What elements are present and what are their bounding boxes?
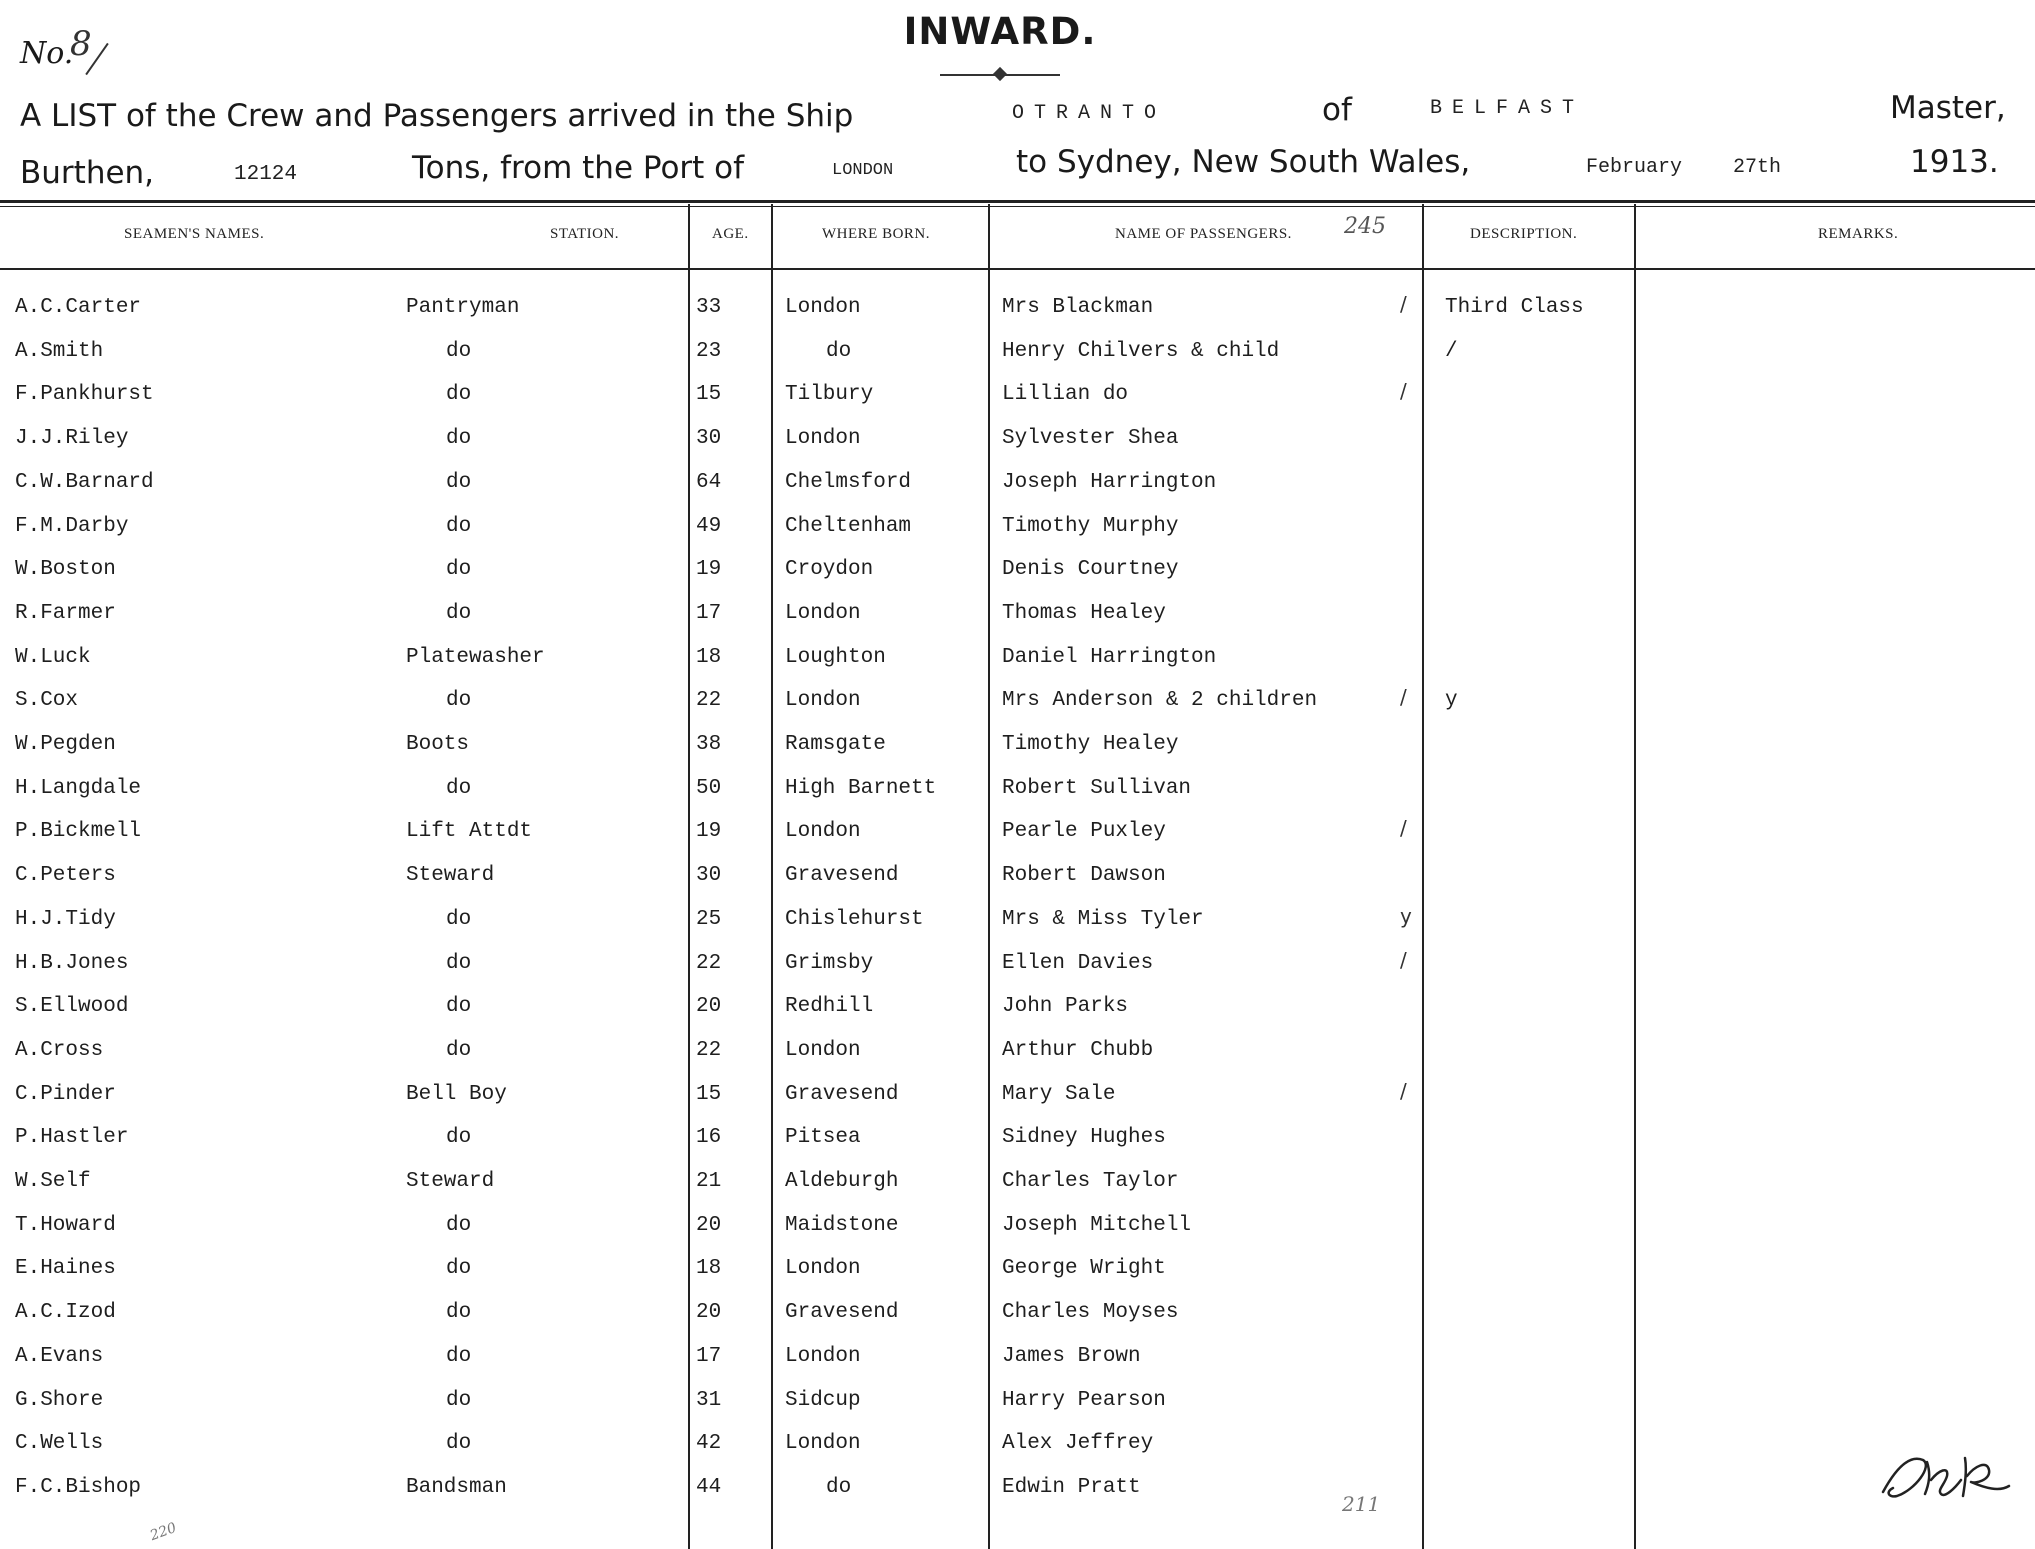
page-title: INWARD.	[903, 10, 1097, 53]
station: do	[446, 1214, 472, 1237]
page-stamp: 211	[1342, 1492, 1381, 1516]
passenger-name: Charles Moyses	[1002, 1301, 1179, 1324]
table-row	[0, 1214, 2035, 1250]
passenger-name: Harry Pearson	[1002, 1389, 1166, 1412]
table-row	[0, 777, 2035, 813]
title-divider-ornament	[993, 67, 1007, 81]
age: 20	[696, 1301, 722, 1324]
check-mark: /	[1400, 816, 1407, 840]
seaman-name: P.Bickmell	[15, 820, 142, 843]
station: do	[446, 777, 472, 800]
table-row	[0, 685, 2035, 725]
seaman-name: C.W.Barnard	[15, 471, 154, 494]
seaman-name: F.M.Darby	[15, 515, 129, 538]
list-number: 8	[70, 24, 92, 64]
check-mark: /	[1400, 292, 1407, 316]
seaman-name: F.C.Bishop	[15, 1476, 142, 1499]
passenger-name: Ellen Davies	[1002, 952, 1154, 975]
age: 20	[696, 1214, 722, 1237]
where-born: Cheltenham	[785, 515, 912, 538]
age: 30	[696, 864, 722, 887]
station: do	[446, 952, 472, 975]
where-born: Loughton	[785, 646, 886, 669]
check-mark: y	[1400, 904, 1412, 928]
table-row	[0, 864, 2035, 900]
date-day: 27th	[1733, 156, 1782, 179]
seaman-name: S.Cox	[15, 689, 79, 712]
table-row	[0, 948, 2035, 988]
seaman-name: W.Self	[15, 1170, 91, 1193]
age: 17	[696, 602, 722, 625]
station: do	[446, 558, 472, 581]
table-row	[0, 340, 2035, 376]
where-born: Gravesend	[785, 864, 899, 887]
passenger-name: Joseph Mitchell	[1002, 1214, 1192, 1237]
table-row	[0, 646, 2035, 682]
where-born: Chelmsford	[785, 471, 912, 494]
age: 30	[696, 427, 722, 450]
where-born: Gravesend	[785, 1083, 899, 1106]
age: 50	[696, 777, 722, 800]
passenger-name: George Wright	[1002, 1257, 1166, 1280]
check-mark: /	[1400, 685, 1407, 709]
age: 33	[696, 296, 722, 319]
description: /	[1445, 340, 1458, 363]
seaman-name: A.Evans	[15, 1345, 104, 1368]
age: 17	[696, 1345, 722, 1368]
header-line-one: A LIST of the Crew and Passengers arrived in the Ship	[20, 98, 854, 134]
passenger-name: Joseph Harrington	[1002, 471, 1217, 494]
where-born: Grimsby	[785, 952, 874, 975]
signature	[1875, 1440, 2015, 1510]
table-row	[0, 471, 2035, 507]
where-born: Maidstone	[785, 1214, 899, 1237]
seaman-name: S.Ellwood	[15, 995, 129, 1018]
seaman-name: C.Peters	[15, 864, 116, 887]
station: Pantryman	[406, 296, 520, 319]
where-born: High Barnett	[785, 777, 937, 800]
seaman-name: C.Pinder	[15, 1083, 116, 1106]
where-born: do	[826, 340, 852, 363]
where-born: Aldeburgh	[785, 1170, 899, 1193]
station: do	[446, 383, 472, 406]
port-from: LONDON	[832, 161, 894, 180]
where-born: London	[785, 820, 861, 843]
station: do	[446, 1126, 472, 1149]
ship-name: OTRANTO	[1012, 102, 1167, 125]
where-born: Sidcup	[785, 1389, 861, 1412]
age: 20	[696, 995, 722, 1018]
table-row	[0, 427, 2035, 463]
where-born: London	[785, 1432, 861, 1455]
passenger-name: Mrs Anderson & 2 children	[1002, 689, 1318, 712]
station: Steward	[406, 864, 495, 887]
station: do	[446, 1432, 472, 1455]
table-row	[0, 1079, 2035, 1119]
seaman-name: W.Pegden	[15, 733, 116, 756]
date-month: February	[1586, 156, 1683, 179]
age: 38	[696, 733, 722, 756]
passenger-name: Sidney Hughes	[1002, 1126, 1166, 1149]
station: Bell Boy	[406, 1083, 507, 1106]
where-born: London	[785, 689, 861, 712]
column-header-description: DESCRIPTION.	[1470, 226, 1578, 242]
seaman-name: T.Howard	[15, 1214, 116, 1237]
passenger-name: Thomas Healey	[1002, 602, 1166, 625]
passenger-name: Lillian do	[1002, 383, 1129, 406]
seaman-name: C.Wells	[15, 1432, 104, 1455]
station: Boots	[406, 733, 470, 756]
age: 22	[696, 1039, 722, 1062]
table-top-rule-thin	[0, 206, 2035, 207]
where-born: Gravesend	[785, 1301, 899, 1324]
column-header-where-born: WHERE BORN.	[822, 226, 930, 242]
where-born: Tilbury	[785, 383, 874, 406]
table-row	[0, 904, 2035, 944]
station: do	[446, 689, 472, 712]
station: do	[446, 995, 472, 1018]
seaman-name: F.Pankhurst	[15, 383, 154, 406]
age: 44	[696, 1476, 722, 1499]
passenger-name: Robert Dawson	[1002, 864, 1166, 887]
table-row	[0, 292, 2035, 332]
station: do	[446, 1039, 472, 1062]
year: 1913.	[1910, 144, 1999, 180]
seaman-name: H.J.Tidy	[15, 908, 116, 931]
station: do	[446, 515, 472, 538]
where-born: London	[785, 1039, 861, 1062]
seaman-name: W.Luck	[15, 646, 91, 669]
table-row	[0, 1432, 2035, 1468]
table-row	[0, 558, 2035, 594]
where-born: Pitsea	[785, 1126, 861, 1149]
column-header-remarks: REMARKS.	[1818, 226, 1899, 242]
passenger-name: Robert Sullivan	[1002, 777, 1192, 800]
where-born: London	[785, 1345, 861, 1368]
passenger-name: Henry Chilvers & child	[1002, 340, 1280, 363]
age: 23	[696, 340, 722, 363]
table-row	[0, 1170, 2035, 1206]
passenger-name: Denis Courtney	[1002, 558, 1179, 581]
description: y	[1445, 689, 1458, 712]
age: 22	[696, 952, 722, 975]
seaman-name: P.Hastler	[15, 1126, 129, 1149]
station: Platewasher	[406, 646, 545, 669]
table-row	[0, 816, 2035, 856]
passenger-name: James Brown	[1002, 1345, 1141, 1368]
passenger-name: Charles Taylor	[1002, 1170, 1179, 1193]
corner-stamp: 220	[148, 1519, 179, 1545]
check-mark: /	[1400, 948, 1407, 972]
station: do	[446, 471, 472, 494]
age: 42	[696, 1432, 722, 1455]
seaman-name: R.Farmer	[15, 602, 116, 625]
passenger-name: Mrs & Miss Tyler	[1002, 908, 1204, 931]
passenger-name: Pearle Puxley	[1002, 820, 1166, 843]
list-number-label: No.	[20, 36, 74, 71]
check-mark: /	[1400, 379, 1407, 403]
age: 64	[696, 471, 722, 494]
tons-text: Tons, from the Port of	[412, 150, 745, 186]
where-born: London	[785, 1257, 861, 1280]
passenger-name: Mary Sale	[1002, 1083, 1116, 1106]
age: 19	[696, 558, 722, 581]
of-label: of	[1322, 92, 1352, 128]
table-row	[0, 995, 2035, 1031]
port-of-registry: BELFAST	[1430, 97, 1585, 120]
table-row	[0, 515, 2035, 551]
station: do	[446, 340, 472, 363]
age: 22	[696, 689, 722, 712]
age: 15	[696, 1083, 722, 1106]
table-row	[0, 1257, 2035, 1293]
seaman-name: A.Smith	[15, 340, 104, 363]
master-label: Master,	[1890, 90, 2006, 126]
seaman-name: A.C.Carter	[15, 296, 142, 319]
table-row	[0, 1126, 2035, 1162]
age: 16	[696, 1126, 722, 1149]
destination-text: to Sydney, New South Wales,	[1016, 144, 1471, 180]
station: Steward	[406, 1170, 495, 1193]
tonnage: 12124	[234, 163, 298, 186]
seaman-name: H.Langdale	[15, 777, 142, 800]
seaman-name: E.Haines	[15, 1257, 116, 1280]
age: 49	[696, 515, 722, 538]
station: do	[446, 602, 472, 625]
age: 21	[696, 1170, 722, 1193]
age: 31	[696, 1389, 722, 1412]
seaman-name: H.B.Jones	[15, 952, 129, 975]
passenger-name: Sylvester Shea	[1002, 427, 1179, 450]
table-row	[0, 1476, 2035, 1512]
column-header-age: AGE.	[712, 226, 749, 242]
where-born: Redhill	[785, 995, 874, 1018]
column-header-seamen-names: SEAMEN'S NAMES.	[124, 226, 265, 242]
passenger-name: Alex Jeffrey	[1002, 1432, 1154, 1455]
where-born: London	[785, 296, 861, 319]
passenger-count-note: 245	[1344, 214, 1386, 239]
age: 18	[696, 1257, 722, 1280]
table-row	[0, 1039, 2035, 1075]
passenger-name: Daniel Harrington	[1002, 646, 1217, 669]
where-born: London	[785, 602, 861, 625]
passenger-name: Timothy Healey	[1002, 733, 1179, 756]
table-row	[0, 1301, 2035, 1337]
where-born: Ramsgate	[785, 733, 886, 756]
seaman-name: A.C.Izod	[15, 1301, 116, 1324]
passenger-name: Edwin Pratt	[1002, 1476, 1141, 1499]
description: Third Class	[1445, 296, 1584, 319]
station: do	[446, 1257, 472, 1280]
age: 25	[696, 908, 722, 931]
table-top-rule	[0, 200, 2035, 203]
table-row	[0, 1389, 2035, 1425]
table-row	[0, 379, 2035, 419]
passenger-name: John Parks	[1002, 995, 1129, 1018]
age: 18	[696, 646, 722, 669]
where-born: London	[785, 427, 861, 450]
table-row	[0, 602, 2035, 638]
table-row	[0, 733, 2035, 769]
burthen-label: Burthen,	[20, 155, 155, 191]
check-mark: /	[1400, 1079, 1407, 1103]
station: do	[446, 1389, 472, 1412]
column-header-passengers: NAME OF PASSENGERS.	[1115, 226, 1292, 242]
where-born: do	[826, 1476, 852, 1499]
age: 15	[696, 383, 722, 406]
seaman-name: G.Shore	[15, 1389, 104, 1412]
age: 19	[696, 820, 722, 843]
station: do	[446, 1345, 472, 1368]
where-born: Croydon	[785, 558, 874, 581]
station: do	[446, 427, 472, 450]
seaman-name: W.Boston	[15, 558, 116, 581]
seaman-name: A.Cross	[15, 1039, 104, 1062]
station: Bandsman	[406, 1476, 507, 1499]
seaman-name: J.J.Riley	[15, 427, 129, 450]
table-header-rule	[0, 268, 2035, 270]
passenger-name: Timothy Murphy	[1002, 515, 1179, 538]
table-row	[0, 1345, 2035, 1381]
where-born: Chislehurst	[785, 908, 924, 931]
passenger-name: Mrs Blackman	[1002, 296, 1154, 319]
station: Lift Attdt	[406, 820, 533, 843]
station: do	[446, 908, 472, 931]
passenger-name: Arthur Chubb	[1002, 1039, 1154, 1062]
column-header-station: STATION.	[550, 226, 620, 242]
station: do	[446, 1301, 472, 1324]
